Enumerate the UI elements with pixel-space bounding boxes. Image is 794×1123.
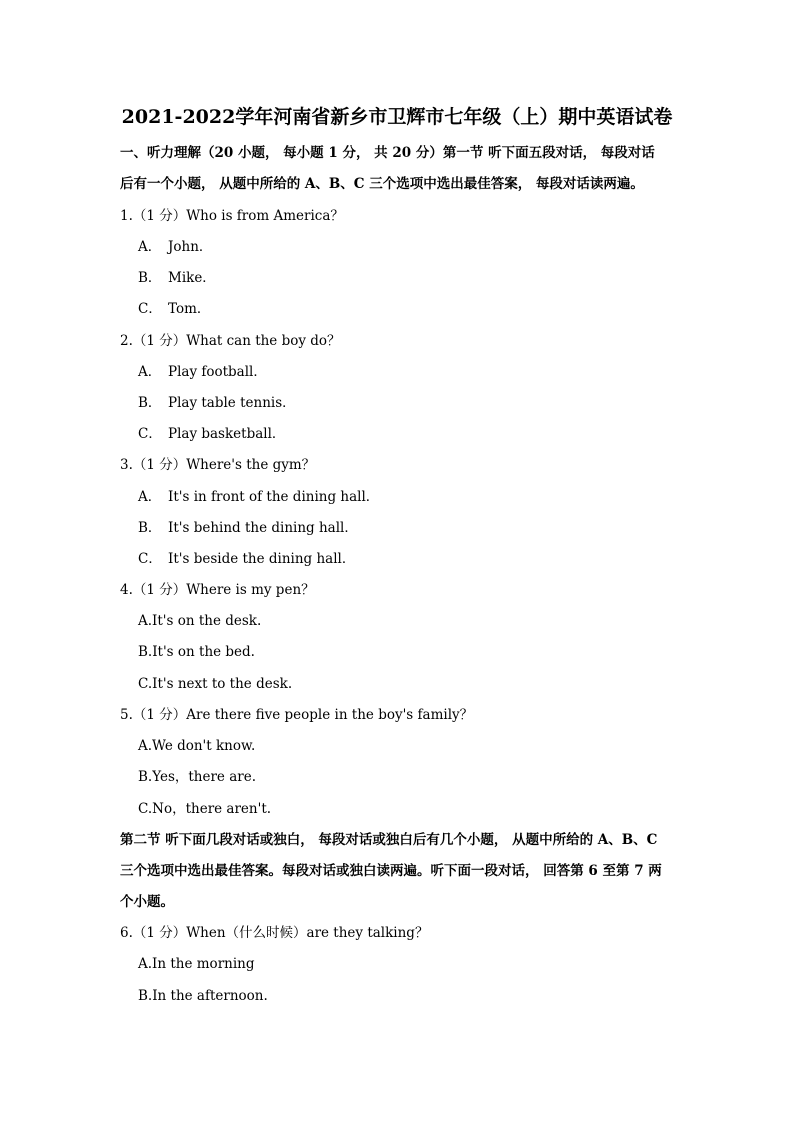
section-2-instructions	[120, 825, 680, 918]
option-text: It's behind the dining hall．	[168, 520, 358, 536]
section-1-instructions	[120, 138, 680, 200]
option-letter: A．	[138, 364, 162, 380]
option-letter: A．	[138, 489, 162, 505]
question-1-option-b	[138, 268, 216, 288]
question-2-option-c	[138, 424, 285, 444]
option-text: Play table tennis．	[168, 395, 296, 411]
question-2-stem: 2.（1 分）What can the boy do？	[120, 333, 341, 349]
question-3-option-a	[138, 487, 379, 507]
question-6-option-a: A.In the morning	[138, 956, 255, 972]
question-4-option-b: B.It's on the bed.	[138, 644, 255, 660]
option-text: Mike．	[168, 270, 216, 286]
question-5-option-c: C.No，there aren't.	[138, 801, 272, 817]
option-text: Play football．	[168, 364, 267, 380]
option-letter: C．	[138, 551, 162, 567]
question-5-stem: 5.（1 分）Are there five people in the boy's family？	[120, 707, 474, 723]
option-text: John．	[168, 239, 213, 255]
option-text: It's beside the dining hall．	[168, 551, 356, 567]
question-6-option-b: B.In the afternoon.	[138, 988, 268, 1004]
question-5-option-a: A.We don't know.	[138, 738, 256, 754]
option-text: It's in front of the dining hall．	[168, 489, 380, 505]
option-text: Tom．	[168, 301, 211, 317]
option-letter: B．	[138, 270, 162, 286]
question-4-option-a: A.It's on the desk.	[138, 613, 262, 629]
question-6-stem: 6.（1 分）When（什么时候）are they talking？	[120, 925, 429, 941]
question-2-option-b	[138, 393, 296, 413]
section-1-line: 一、听力理解（20 小题， 每小题 1 分， 共 20 分）第一节 听下面五段对话， 每段对话	[120, 145, 655, 161]
option-text: Play basketball．	[168, 426, 286, 442]
question-2-option-a	[138, 362, 267, 382]
option-letter: A．	[138, 239, 162, 255]
section-2-line: 第二节 听下面几段对话或独白， 每段对话或独白后有几个小题， 从题中所给的 A、B、C	[120, 832, 658, 848]
question-4-option-c: C.It's next to the desk.	[138, 676, 293, 692]
option-letter: C．	[138, 301, 162, 317]
question-5-option-b: B.Yes，there are.	[138, 769, 256, 785]
question-1-option-a	[138, 237, 212, 257]
page-title: 2021-2022学年河南省新乡市卫辉市七年级（上）期中英语试卷	[121, 106, 673, 128]
option-letter: B．	[138, 520, 162, 536]
question-3-option-c	[138, 549, 355, 569]
question-4-stem: 4.（1 分）Where is my pen？	[120, 582, 315, 598]
question-1-stem: 1.（1 分）Who is from America？	[120, 208, 344, 224]
question-1-option-c	[138, 299, 210, 319]
option-letter: C．	[138, 426, 162, 442]
question-3-stem: 3.（1 分）Where's the gym？	[120, 457, 316, 473]
section-2-line: 个小题。	[120, 894, 174, 910]
question-3-option-b	[138, 518, 358, 538]
section-2-line: 三个选项中选出最佳答案。每段对话或独白读两遍。听下面一段对话， 回答第 6 至第 7 两	[120, 863, 662, 879]
option-letter: B．	[138, 395, 162, 411]
section-1-line: 后有一个小题， 从题中所给的 A、B、C 三个选项中选出最佳答案， 每段对话读两遍。	[120, 176, 644, 192]
